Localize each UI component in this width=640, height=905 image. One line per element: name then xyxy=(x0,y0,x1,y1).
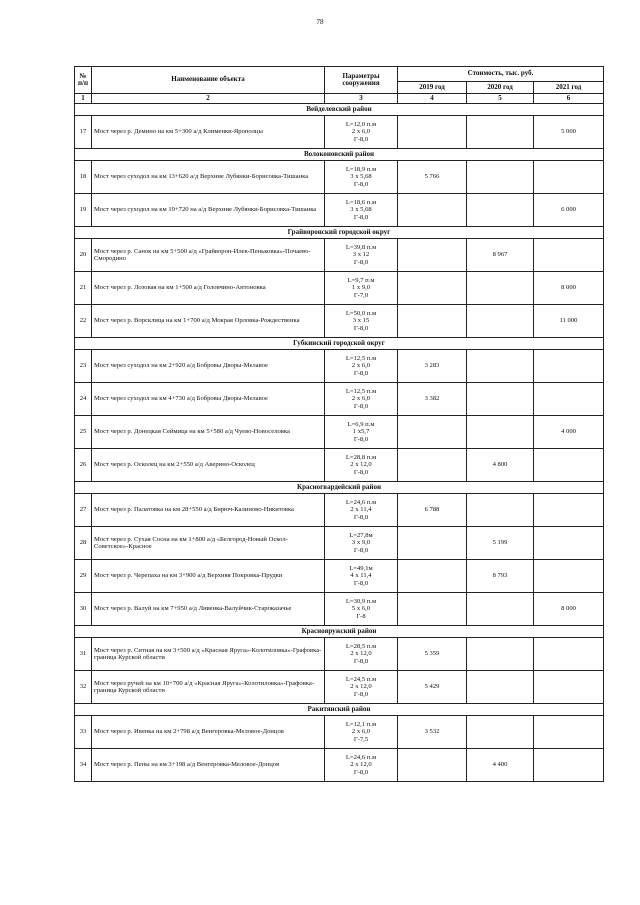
cost-2021 xyxy=(534,161,604,194)
param-line: 3 х 5,68 xyxy=(350,206,372,214)
structure-params xyxy=(325,305,398,338)
param-line: L=24,5 п.м xyxy=(345,675,377,683)
object-name: Мост через ручей на км 10+700 а/д «Красная Яруга»-Колотиловка»-Графовка-граница Курской области xyxy=(92,671,325,704)
structure-params xyxy=(325,593,398,626)
param-line: L=27,8м xyxy=(349,531,373,539)
param-line: Г-8,0 xyxy=(353,579,369,587)
table-row xyxy=(75,116,604,149)
param-line: 2 х 6,0 xyxy=(351,395,371,403)
row-number: 18 xyxy=(75,161,92,194)
table-row xyxy=(75,305,604,338)
structure-params xyxy=(325,161,398,194)
cost-2021 xyxy=(534,749,604,782)
param-line: Г-8,0 xyxy=(353,180,369,188)
object-name: Мост через р. Сухая Сосна на км 1+800 а/д «Белгород-Новый Оскол-Советское»-Красное xyxy=(92,527,325,560)
param-line: L=12,5 п.м xyxy=(345,354,377,362)
cost-2019 xyxy=(398,593,467,626)
param-line: Г-8,0 xyxy=(353,690,369,698)
param-line: L=28,5 п.м xyxy=(345,642,377,650)
cost-2021: 8 000 xyxy=(534,272,604,305)
row-number: 32 xyxy=(75,671,92,704)
param-line: L=39,8 п.м xyxy=(345,243,377,251)
param-line: 2 х 6,0 xyxy=(351,128,371,136)
param-line: 3 х 12 xyxy=(352,251,370,259)
cost-2020: 8 967 xyxy=(467,239,534,272)
param-line: L=49,1м xyxy=(349,564,373,572)
cost-2020 xyxy=(467,593,534,626)
object-name: Мост через суходол на км 19+720 на а/д Верхние Лубянки-Борисовка-Тишанка xyxy=(92,194,325,227)
table-row xyxy=(75,527,604,560)
structure-params xyxy=(325,560,398,593)
table-row xyxy=(75,161,604,194)
cost-2021 xyxy=(534,527,604,560)
cost-2019 xyxy=(398,116,467,149)
param-line: Г-8,0 xyxy=(353,369,369,377)
param-line: L=50,0 п.м xyxy=(345,309,377,317)
table-row xyxy=(75,383,604,416)
col-number: 1 xyxy=(75,94,92,104)
param-line: 2 х 12,0 xyxy=(350,650,372,658)
district-row xyxy=(75,149,604,161)
district-name: Краснояружский район xyxy=(75,626,604,638)
param-line: 1 х5,7 xyxy=(352,428,370,436)
cost-2019: 6 788 xyxy=(398,494,467,527)
param-line: Г-8,0 xyxy=(353,258,369,266)
row-number: 25 xyxy=(75,416,92,449)
cost-2020 xyxy=(467,116,534,149)
table-row xyxy=(75,194,604,227)
param-line: 2 х 12,0 xyxy=(350,683,372,691)
param-line: Г-7,5 xyxy=(353,735,369,743)
table-row xyxy=(75,350,604,383)
object-name: Мост через р. Палатовка на км 28+550 а/д Бирюч-Калиново-Никитовка xyxy=(92,494,325,527)
district-row xyxy=(75,482,604,494)
row-number: 23 xyxy=(75,350,92,383)
structure-params xyxy=(325,350,398,383)
table-body xyxy=(75,104,604,782)
col-number: 3 xyxy=(325,94,398,104)
param-line: 2 х 12,0 xyxy=(350,761,372,769)
col-header-params: Параметры сооружения xyxy=(325,67,398,94)
structure-params xyxy=(325,671,398,704)
param-line: Г-8,0 xyxy=(353,213,369,221)
row-number: 31 xyxy=(75,638,92,671)
object-name: Мост через р. Лозовая на км 1+500 а/д Головчино-Антоновка xyxy=(92,272,325,305)
param-line: 2 х 11,4 xyxy=(350,506,372,514)
cost-2020: 4 800 xyxy=(467,449,534,482)
col-number: 2 xyxy=(92,94,325,104)
cost-2021 xyxy=(534,350,604,383)
col-number: 4 xyxy=(398,94,467,104)
param-line: L=30,9 п.м xyxy=(345,597,377,605)
cost-2019: 3 382 xyxy=(398,383,467,416)
structure-params xyxy=(325,116,398,149)
col-header-2021: 2021 год xyxy=(534,82,604,94)
cost-2019 xyxy=(398,449,467,482)
col-header-2020: 2020 год xyxy=(467,82,534,94)
table-row xyxy=(75,671,604,704)
table-row xyxy=(75,416,604,449)
table-row xyxy=(75,272,604,305)
cost-2019: 5 359 xyxy=(398,638,467,671)
cost-2019 xyxy=(398,416,467,449)
cost-2021: 8 000 xyxy=(534,593,604,626)
param-line: Г-8,0 xyxy=(353,513,369,521)
table-row xyxy=(75,638,604,671)
cost-2021 xyxy=(534,383,604,416)
row-number: 28 xyxy=(75,527,92,560)
cost-2021 xyxy=(534,239,604,272)
object-name: Мост через р. Ивенка на км 2+798 а/д Венгеровка-Меловое-Донцов xyxy=(92,716,325,749)
object-name: Мост через р. Донецкая Сеймица на км 5+580 а/д Чуево-Новоселовка xyxy=(92,416,325,449)
cost-2021 xyxy=(534,671,604,704)
param-line: 4 х 11,4 xyxy=(350,572,372,580)
table-row xyxy=(75,449,604,482)
table-row xyxy=(75,494,604,527)
structure-params xyxy=(325,449,398,482)
cost-2021: 11 000 xyxy=(534,305,604,338)
structure-params xyxy=(325,638,398,671)
row-number: 30 xyxy=(75,593,92,626)
table-row xyxy=(75,749,604,782)
structure-params xyxy=(325,383,398,416)
param-line: Г-8,0 xyxy=(353,324,369,332)
cost-2019 xyxy=(398,749,467,782)
cost-2020 xyxy=(467,716,534,749)
district-name: Губкинский городской округ xyxy=(75,338,604,350)
cost-2019 xyxy=(398,560,467,593)
param-line: Г-8,0 xyxy=(353,468,369,476)
cost-2019: 3 283 xyxy=(398,350,467,383)
district-name: Грайворонский городской округ xyxy=(75,227,604,239)
cost-2019 xyxy=(398,305,467,338)
col-header-2019: 2019 год xyxy=(398,82,467,94)
col-header-num: № п/п xyxy=(75,67,92,94)
district-name: Волоконовский район xyxy=(75,149,604,161)
district-name: Ракитянский район xyxy=(75,704,604,716)
object-name: Мост через р. Осколец на км 2+550 а/д Аверино-Осколец xyxy=(92,449,325,482)
object-name: Мост через р. Ситная на км 3+500 а/д «Красная Яруга»-Колотиловка»-Графовка-граница Курской области xyxy=(92,638,325,671)
cost-2020 xyxy=(467,194,534,227)
cost-2020 xyxy=(467,305,534,338)
param-line: Г-8,0 xyxy=(353,546,369,554)
cost-2019: 5 429 xyxy=(398,671,467,704)
row-number: 27 xyxy=(75,494,92,527)
cost-2020: 8 793 xyxy=(467,560,534,593)
row-number: 24 xyxy=(75,383,92,416)
row-number: 21 xyxy=(75,272,92,305)
param-line: Г-8,0 xyxy=(353,402,369,410)
row-number: 33 xyxy=(75,716,92,749)
param-line: 2 х 12,0 xyxy=(350,461,372,469)
cost-2021 xyxy=(534,716,604,749)
district-name: Красногвардейский район xyxy=(75,482,604,494)
district-row xyxy=(75,104,604,116)
object-name: Мост через р. Валуй на км 7+950 а/д Ливенка-Валуйчик-Староказачье xyxy=(92,593,325,626)
table-row xyxy=(75,716,604,749)
cost-2020 xyxy=(467,272,534,305)
cost-2020 xyxy=(467,350,534,383)
cost-2019 xyxy=(398,527,467,560)
table-row xyxy=(75,593,604,626)
structure-params xyxy=(325,494,398,527)
object-name: Мост через суходол на км 13+620 а/д Верхние Лубянки-Борисовка-Тишанка xyxy=(92,161,325,194)
object-name: Мост через р. Санок на км 5+500 а/д «Грайворон-Илек-Пеньковка»-Почаево-Смородино xyxy=(92,239,325,272)
row-number: 20 xyxy=(75,239,92,272)
param-line: L=18,6 п.м xyxy=(345,198,377,206)
row-number: 17 xyxy=(75,116,92,149)
object-name: Мост через р. Демино на км 5+300 а/д Клименки-Ярополцы xyxy=(92,116,325,149)
cost-2021 xyxy=(534,494,604,527)
structure-params xyxy=(325,239,398,272)
object-name: Мост через р. Пены на км 3+198 а/д Венгеровка-Меловое-Донцов xyxy=(92,749,325,782)
structure-params xyxy=(325,272,398,305)
row-number: 26 xyxy=(75,449,92,482)
district-row xyxy=(75,227,604,239)
cost-2019: 5 766 xyxy=(398,161,467,194)
district-row xyxy=(75,704,604,716)
col-number: 6 xyxy=(534,94,604,104)
cost-2019 xyxy=(398,194,467,227)
table-row xyxy=(75,560,604,593)
col-header-name: Наименование объекта xyxy=(92,67,325,94)
param-line: 2 х 6,0 xyxy=(351,728,371,736)
param-line: 3 х 9,0 xyxy=(351,539,371,547)
cost-2019 xyxy=(398,272,467,305)
param-line: 2 х 6,0 xyxy=(351,362,371,370)
cost-2021 xyxy=(534,638,604,671)
cost-2021 xyxy=(534,560,604,593)
cost-2021: 5 000 xyxy=(534,116,604,149)
param-line: L=18,9 п.м xyxy=(345,165,377,173)
param-line: L=24,6 п.м xyxy=(345,753,377,761)
bridges-table xyxy=(74,66,604,782)
cost-2020 xyxy=(467,416,534,449)
cost-2020: 4 400 xyxy=(467,749,534,782)
cost-2020 xyxy=(467,494,534,527)
cost-2019 xyxy=(398,239,467,272)
param-line: L=12,1 п.м xyxy=(345,720,377,728)
object-name: Мост через суходол на км 4+730 а/д Бобровы Дворы-Мелавое xyxy=(92,383,325,416)
param-line: 3 х 15 xyxy=(352,317,370,325)
param-line: L=12,0 п.м xyxy=(345,120,377,128)
structure-params xyxy=(325,716,398,749)
param-line: Г-8,0 xyxy=(353,435,369,443)
param-line: L=9,7 п.м xyxy=(347,276,375,284)
district-name: Вейделевский район xyxy=(75,104,604,116)
row-number: 22 xyxy=(75,305,92,338)
param-line: Г-8,0 xyxy=(353,657,369,665)
cost-2021 xyxy=(534,449,604,482)
object-name: Мост через суходол на км 2+920 а/д Бобровы Дворы-Мелавое xyxy=(92,350,325,383)
cost-2020 xyxy=(467,161,534,194)
param-line: L=24,6 п.м xyxy=(345,498,377,506)
param-line: 3 х 5,68 xyxy=(350,173,372,181)
col-header-cost: Стоимость, тыс. руб. xyxy=(398,67,604,82)
district-row xyxy=(75,338,604,350)
cost-2020 xyxy=(467,383,534,416)
param-line: 1 х 9,0 xyxy=(351,284,371,292)
cost-2021: 4 000 xyxy=(534,416,604,449)
page-number: 78 xyxy=(316,18,324,26)
param-line: L=28,8 п.м xyxy=(345,453,377,461)
param-line: Г-8,0 xyxy=(353,768,369,776)
param-line: Г-7,0 xyxy=(353,291,369,299)
col-number: 5 xyxy=(467,94,534,104)
row-number: 29 xyxy=(75,560,92,593)
cost-2019: 3 532 xyxy=(398,716,467,749)
object-name: Мост через р. Черепаха на км 3+900 а/д Верхняя Покровка-Прудки xyxy=(92,560,325,593)
param-line: L=12,5 п.м xyxy=(345,387,377,395)
param-line: 5 х 6,0 xyxy=(351,605,371,613)
param-line: Г-8 xyxy=(356,612,366,620)
param-line: L=6,9 п.м xyxy=(347,420,375,428)
table-row xyxy=(75,239,604,272)
cost-2020 xyxy=(467,638,534,671)
cost-2020: 5 199 xyxy=(467,527,534,560)
cost-2021: 6 000 xyxy=(534,194,604,227)
structure-params xyxy=(325,527,398,560)
cost-2020 xyxy=(467,671,534,704)
structure-params xyxy=(325,194,398,227)
structure-params xyxy=(325,416,398,449)
object-name: Мост через р. Ворсклица на км 1+700 а/д Мокрая Орловка-Рождественка xyxy=(92,305,325,338)
district-row xyxy=(75,626,604,638)
param-line: Г-8,0 xyxy=(353,135,369,143)
row-number: 34 xyxy=(75,749,92,782)
structure-params xyxy=(325,749,398,782)
row-number: 19 xyxy=(75,194,92,227)
